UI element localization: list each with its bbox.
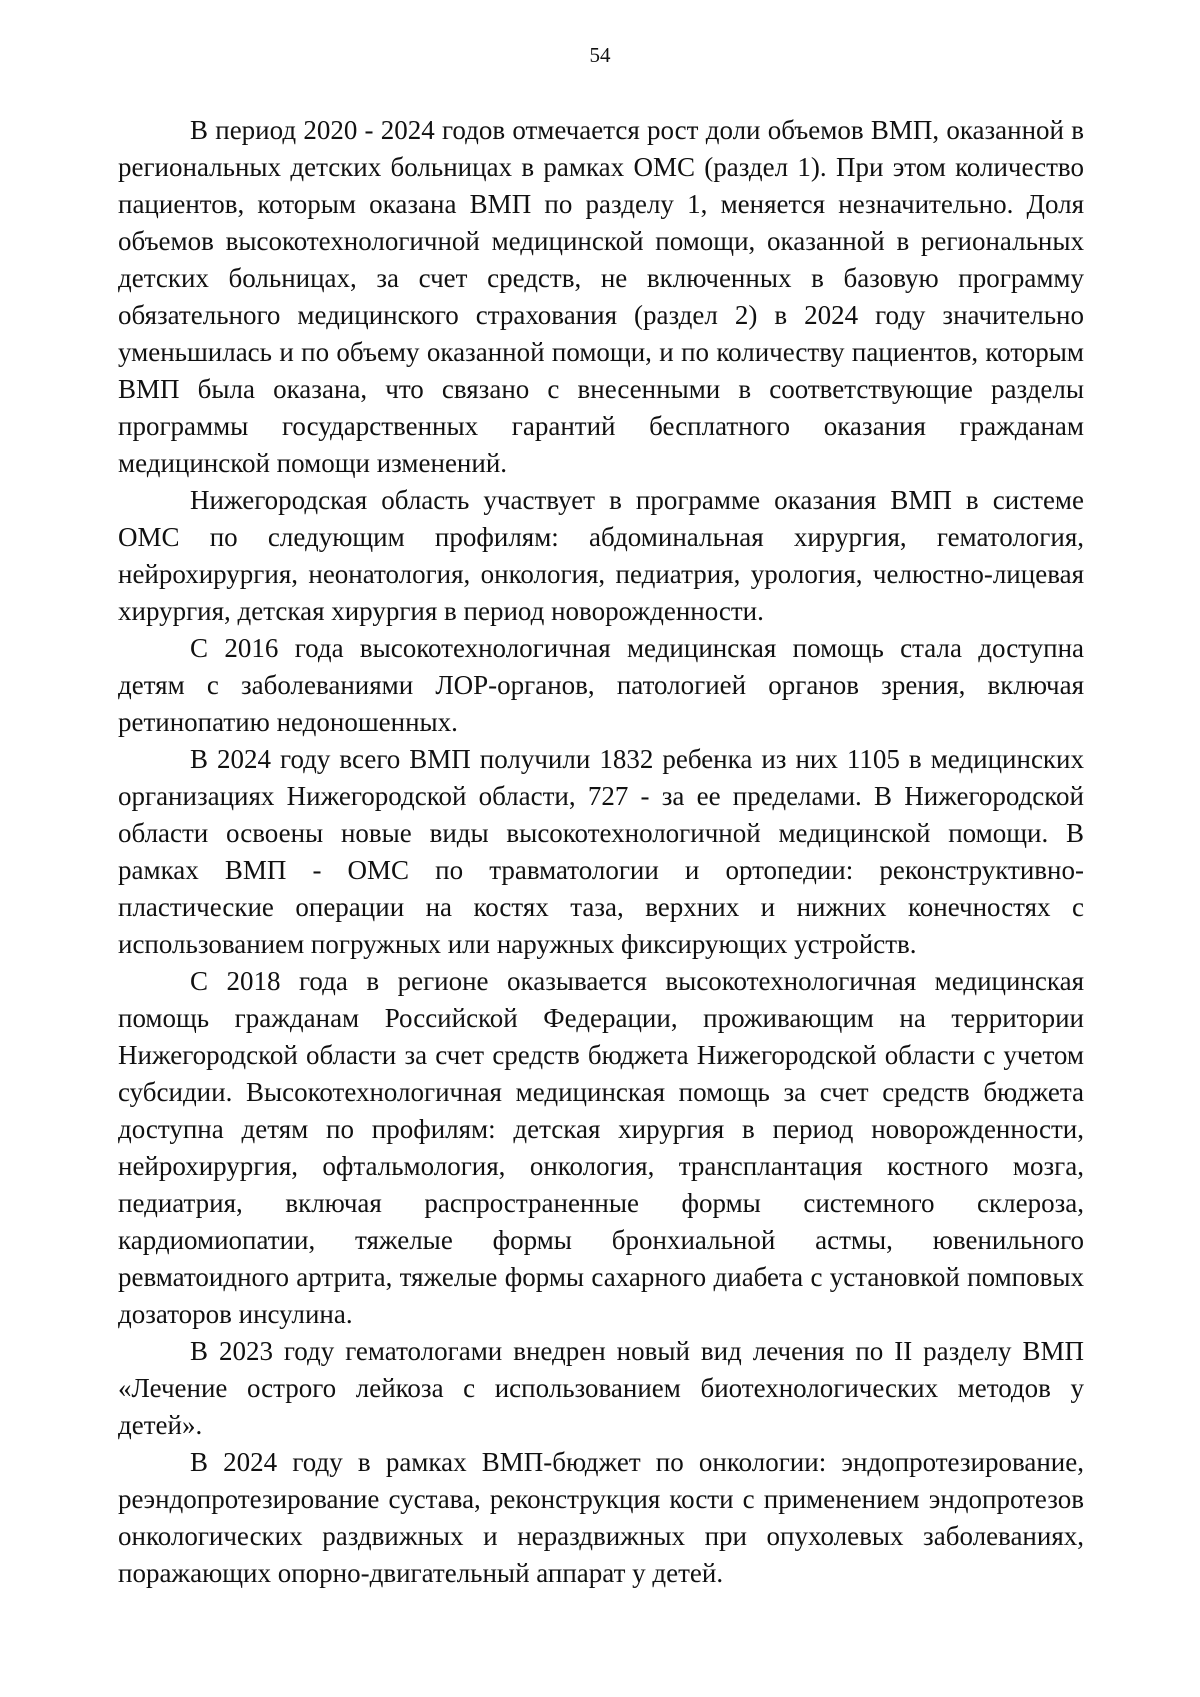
paragraph-2023-hematology: В 2023 году гематологами внедрен новый вид лечения по II разделу ВМП «Лечение острого лейкоза с использованием биотехнологических методов у детей». bbox=[118, 1336, 1084, 1440]
paragraph-vmp-share-trend: В период 2020 - 2024 годов отмечается рост доли объемов ВМП, оказанной в региональных детских больницах в рамках ОМС (раздел 1). При этом количество пациентов, которым оказана ВМП по разделу 1, меняется незначительно. Доля объемов высокотехнологичной медицинской помощи, оказанной в региональных детских больницах, за счет средств, не включенных в базовую программу обязательного медицинского страхования (раздел 2) в 2024 году значительно уменьшилась и по объему оказанной помощи, и по количеству пациентов, которым ВМП была оказана, что связано с внесенными в соответствующие разделы программы государственных гарантий бесплатного оказания гражданам медицинской помощи изменений. bbox=[118, 115, 1084, 478]
paragraph-2024-oncology: В 2024 году в рамках ВМП-бюджет по онкологии: эндопротезирование, реэндопротезирование сустава, реконструкция кости с применением эндопротезов онкологических раздвижных и нераздвижных при опухолевых заболеваниях, поражающих опорно-двигательный аппарат у детей. bbox=[118, 1447, 1084, 1588]
paragraph-2018-budget-care: С 2018 года в регионе оказывается высокотехнологичная медицинская помощь гражданам Российской Федерации, проживающим на территории Нижегородской области за счет средств бюджета Нижегородской области с учетом субсидии. Высокотехнологичная медицинская помощь за счет средств бюджета доступна детям по профилям: детская хирургия в период новорожденности, нейрохирургия, офтальмология, онкология, трансплантация костного мозга, педиатрия, включая распространенные формы системного склероза, кардиомиопатии, тяжелые формы бронхиальной астмы, ювенильного ревматоидного артрита, тяжелые формы сахарного диабета с установкой помповых дозаторов инсулина. bbox=[118, 966, 1084, 1329]
body-text bbox=[118, 112, 1084, 1592]
paragraph-2016-availability: С 2016 года высокотехнологичная медицинская помощь стала доступна детям с заболеваниями ЛОР-органов, патологией органов зрения, включая ретинопатию недоношенных. bbox=[118, 633, 1084, 737]
paragraph-2024-patients: В 2024 году всего ВМП получили 1832 ребенка из них 1105 в медицинских организациях Нижегородской области, 727 - за ее пределами. В Нижегородской области освоены новые виды высокотехнологичной медицинской помощи. В рамках ВМП - ОМС по травматологии и ортопедии: реконструктивно-пластические операции на костях таза, верхних и нижних конечностях с использованием погружных или наружных фиксирующих устройств. bbox=[118, 744, 1084, 959]
paragraph-oms-profiles: Нижегородская область участвует в программе оказания ВМП в системе ОМС по следующим профилям: абдоминальная хирургия, гематология, нейрохирургия, неонатология, онкология, педиатрия, урология, челюстно-лицевая хирургия, детская хирургия в период новорожденности. bbox=[118, 485, 1084, 626]
page-number: 54 bbox=[589, 43, 611, 67]
